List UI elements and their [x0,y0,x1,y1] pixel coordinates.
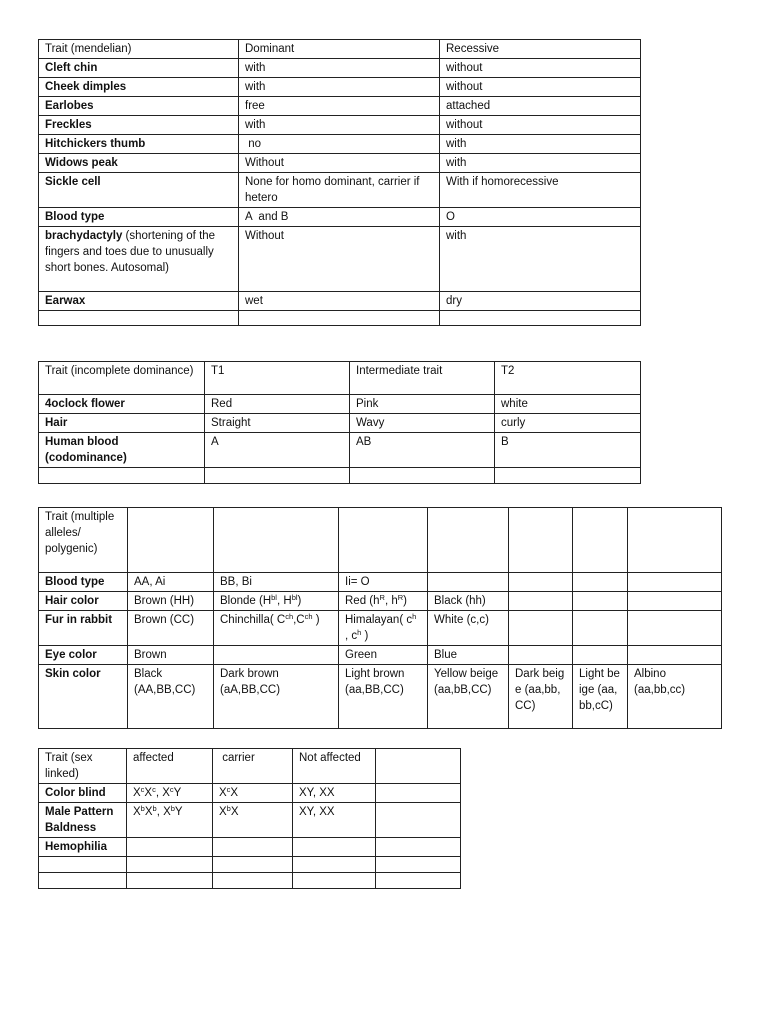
table-cell: Red [205,395,350,414]
table-cell: attached [440,97,641,116]
table-cell [205,468,350,484]
trait-name: Widows peak [39,154,239,173]
table-cell [573,592,628,611]
table-cell [495,468,641,484]
table-row [39,154,641,173]
trait-name: Hair [39,414,205,433]
table-cell [213,873,293,889]
table-cell: $X^bX$ [213,803,293,838]
table-cell [428,573,509,592]
table-cell: T1 [205,362,350,395]
trait-label: brachydactyly [45,230,123,242]
table-row [39,227,641,292]
trait-name [39,227,239,292]
table-cell [628,592,722,611]
table-cell: Light beige (aa,bb,cC) [573,665,628,729]
table-cell: without [440,78,641,97]
sex-linked-table [38,748,461,889]
table-cell: $X^cX^c$, $X^cY$ [127,784,213,803]
table-row [39,803,461,838]
table-cell [428,508,509,573]
table-cell: Dark brown (aA,BB,CC) [214,665,339,729]
table-cell: Green [339,646,428,665]
table-cell [127,838,213,857]
trait-name: Blood type [39,573,128,592]
table-cell: T2 [495,362,641,395]
table-cell: Dominant [239,40,440,59]
table-cell [239,311,440,326]
trait-name: 4oclock flower [39,395,205,414]
table-cell: Trait (mendelian) [39,40,239,59]
table-cell: affected [127,749,213,784]
table-cell: without [440,116,641,135]
table-cell: Straight [205,414,350,433]
trait-name: Sickle cell [39,173,239,208]
trait-name: Blood type [39,208,239,227]
table-cell [39,857,127,873]
multiple-alleles-table [38,507,722,729]
table-cell [628,508,722,573]
table-cell: with [440,227,641,292]
trait-name: Male Pattern Baldness [39,803,127,838]
table-cell [376,873,461,889]
table-row [39,135,641,154]
table-cell: Black (hh) [428,592,509,611]
trait-name: Freckles [39,116,239,135]
table-cell: Trait (sex linked) [39,749,127,784]
table-row [39,784,461,803]
table-cell [213,838,293,857]
trait-name: Skin color [39,665,128,729]
table-row [39,173,641,208]
table-cell [509,508,573,573]
table-cell [509,646,573,665]
table-row-empty [39,311,641,326]
table-cell [214,646,339,665]
table-row [39,116,641,135]
table-cell [509,573,573,592]
table-row-empty [39,857,461,873]
table-cell: A and B [239,208,440,227]
table-cell [628,573,722,592]
table-cell: With if homorecessive [440,173,641,208]
table-row [39,97,641,116]
table-row-empty [39,873,461,889]
table-row [39,414,641,433]
trait-name: Eye color [39,646,128,665]
table-cell [376,784,461,803]
table-cell: curly [495,414,641,433]
table-row [39,611,722,646]
trait-name: Earlobes [39,97,239,116]
table-cell [509,611,573,646]
table-cell [39,311,239,326]
trait-name: Color blind [39,784,127,803]
table-cell [293,873,376,889]
table-cell: with [440,135,641,154]
table-header-row [39,362,641,395]
trait-name: Cleft chin [39,59,239,78]
table-cell: Pink [350,395,495,414]
table-cell: Wavy [350,414,495,433]
table-row [39,646,722,665]
trait-name: Hitchickers thumb [39,135,239,154]
table-row [39,573,722,592]
table-cell: $X^bX^b$, $X^bY$ [127,803,213,838]
table-cell: Yellow beige (aa,bB,CC) [428,665,509,729]
table-cell [573,611,628,646]
table-cell: $X^cX$ [213,784,293,803]
table-cell [376,857,461,873]
table-cell: Recessive [440,40,641,59]
table-cell [39,468,205,484]
table-cell [509,592,573,611]
table-cell: Without [239,227,440,292]
trait-name: Cheek dimples [39,78,239,97]
table-cell [376,749,461,784]
table-cell [376,803,461,838]
table-cell: Light brown (aa,BB,CC) [339,665,428,729]
table-cell: Brown (HH) [128,592,214,611]
table-cell: Trait (incomplete dominance) [39,362,205,395]
table-cell: without [440,59,641,78]
table-cell: Blonde ($H^{bl}$, $H^{bl}$) [214,592,339,611]
trait-name: Human blood (codominance) [39,433,205,468]
table-cell: O [440,208,641,227]
table-cell: Intermediate trait [350,362,495,395]
table-row [39,838,461,857]
table-header-row [39,508,722,573]
table-cell [573,646,628,665]
table-cell [39,873,127,889]
table-cell: BB, Bi [214,573,339,592]
trait-name: Hair color [39,592,128,611]
table-cell: Black (AA,BB,CC) [128,665,214,729]
table-row [39,433,641,468]
table-cell: Without [239,154,440,173]
table-row [39,395,641,414]
mendelian-traits-table [38,39,641,326]
trait-name: Hemophilia [39,838,127,857]
table-cell: with [239,116,440,135]
trait-name: Earwax [39,292,239,311]
table-cell [214,508,339,573]
incomplete-dominance-table [38,361,641,484]
table-cell: Brown (CC) [128,611,214,646]
table-cell: Himalayan( $c^h$ , $c^h$ ) [339,611,428,646]
table-cell: Trait (multiple alleles/ polygenic) [39,508,128,573]
table-cell [127,873,213,889]
table-cell: Dark beige (aa,bb,CC) [509,665,573,729]
table-cell [350,468,495,484]
table-cell: XY, XX [293,803,376,838]
table-cell: Brown [128,646,214,665]
table-cell [293,857,376,873]
table-header-row [39,40,641,59]
table-cell [573,573,628,592]
table-cell: White (c,c) [428,611,509,646]
table-row [39,592,722,611]
table-cell [628,646,722,665]
table-cell [440,311,641,326]
table-cell: wet [239,292,440,311]
table-cell: with [440,154,641,173]
table-cell [339,508,428,573]
table-cell: Albino (aa,bb,cc) [628,665,722,729]
table-cell [293,838,376,857]
table-cell [628,611,722,646]
table-cell: Red ($h^R$, $h^R$) [339,592,428,611]
table-cell: Blue [428,646,509,665]
trait-note: (shortening of the fingers and toes due to unusually short bones. Autosomal) [45,230,216,274]
table-cell: with [239,78,440,97]
table-row [39,59,641,78]
table-cell: AB [350,433,495,468]
table-header-row [39,749,461,784]
table-cell: with [239,59,440,78]
table-row [39,208,641,227]
table-cell: XY, XX [293,784,376,803]
table-cell: Not affected [293,749,376,784]
table-cell [127,857,213,873]
table-cell [573,508,628,573]
table-cell: AA, Ai [128,573,214,592]
table-cell: carrier [213,749,293,784]
table-cell: Ii= O [339,573,428,592]
table-cell: dry [440,292,641,311]
table-cell: Chinchilla( $C^{ch},C^{ch}$ ) [214,611,339,646]
table-row [39,292,641,311]
trait-name: Fur in rabbit [39,611,128,646]
table-row [39,78,641,97]
table-cell: white [495,395,641,414]
table-cell [376,838,461,857]
table-cell: free [239,97,440,116]
table-cell: None for homo dominant, carrier if hetero [239,173,440,208]
table-cell [213,857,293,873]
table-cell: A [205,433,350,468]
table-row [39,665,722,729]
table-cell: B [495,433,641,468]
table-cell: no [239,135,440,154]
table-row-empty [39,468,641,484]
table-cell [128,508,214,573]
